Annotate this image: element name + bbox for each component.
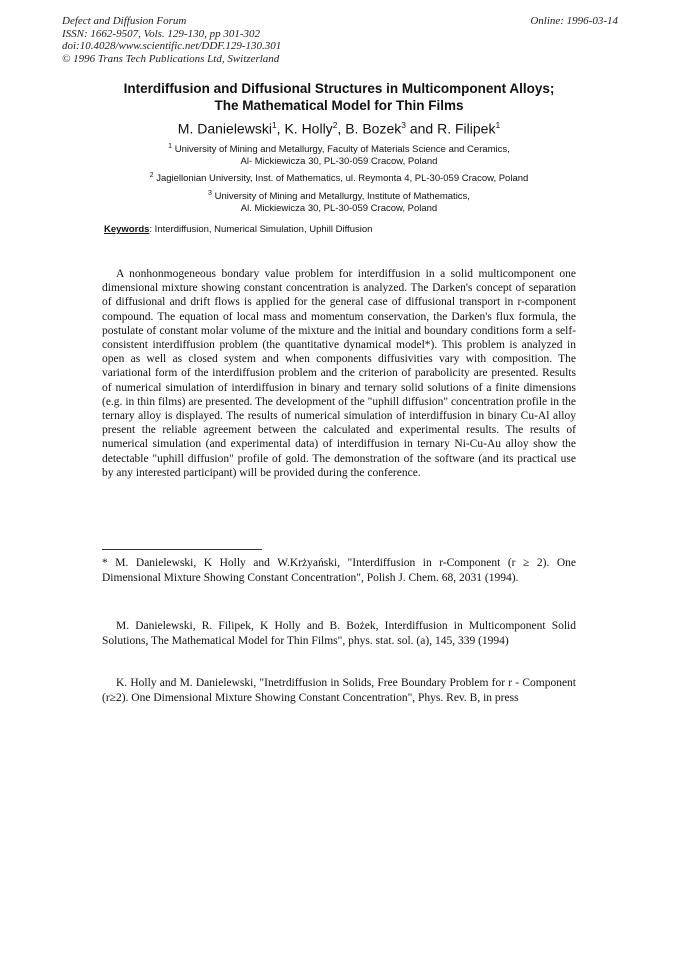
- author-3: , B. Bozek: [337, 120, 402, 137]
- affiliation-2: [60, 170, 618, 185]
- paper-title: [60, 80, 618, 114]
- footnote-divider: [102, 549, 262, 550]
- author-1-affil-mark: 1: [271, 120, 277, 130]
- title-line-1: Interdiffusion and Diffusional Structures in Multicomponent Alloys;: [123, 81, 555, 96]
- affiliation-1-line-1: University of Mining and Metallurgy, Faculty of Materials Science and Ceramics,: [174, 144, 510, 156]
- author-list: [60, 120, 618, 137]
- author-2-affil-mark: 2: [332, 120, 338, 130]
- author-2: , K. Holly: [276, 120, 333, 137]
- affiliation-3: [60, 188, 618, 215]
- affiliation-2-number: 2: [149, 172, 154, 179]
- title-line-2: The Mathematical Model for Thin Films: [214, 98, 464, 113]
- affiliation-1-number: 1: [168, 143, 173, 150]
- journal-name: Defect and Diffusion Forum: [62, 15, 187, 27]
- reference-3: K. Holly and M. Danielewski, "Inetrdiffusion in Solids, Free Boundary Problem for r - Component (r≥2). One Dimensional Mixture Showing Constant Concentration", Phys. Rev. B, in press: [102, 677, 576, 704]
- author-1: M. Danielewski: [177, 120, 272, 137]
- affiliation-1-line-2: Al- Mickiewicza 30, PL-30-059 Cracow, Poland: [240, 156, 438, 168]
- affiliation-3-line-1: University of Mining and Metallurgy, Institute of Mathematics,: [214, 191, 470, 203]
- affiliation-1: [60, 141, 618, 168]
- online-date: Online: 1996-03-14: [530, 15, 618, 27]
- affiliation-2-text: Jagiellonian University, Inst. of Mathematics, ul. Reymonta 4, PL-30-059 Cracow, Poland: [156, 173, 529, 185]
- abstract-paragraph: A nonhonmogeneous bondary value problem for interdiffusion in a solid multicomponent one dimensional mixture showing constant concentration is analyzed. The Darken's concept of separation of diffusional and drift flows is applied for the general case of diffusional transport in r-component compound. The equation of local mass and momentum conservation, the Darken's flux formula, the postulate of constant molar volume of the mixture and the initial and boundary conditions form a self-consistent interdiffusion problem (the quantitative dynamical model*). This problem is analyzed in open as well as closed system and when components diffusivities vary with composition. The variational form of the interdiffusion problem and the criterion of parabolicity are presented. Results of numerical simulation of interdiffusion in binary and ternary solid solutions of a finite dimensions (e.g. in thin films) are presented. The development of the "uphill diffusion" concentration profile in the ternary alloy is displayed. The results of numerical simulation of interdiffusion in binary Cu-Al alloy present the reliable agreement between the calculated and experimental results. The results of numerical simulation (and experimental data) of interdiffusion in ternary Ni-Cu-Au alloy show the detectable "uphill diffusion" profile of gold. The demonstration of the software (and its practical use by any interested participant) will be provided during the conference.: [102, 268, 576, 479]
- author-3-affil-mark: 3: [401, 120, 406, 130]
- doi-line: doi:10.4028/www.scientific.net/DDF.129-130.301: [62, 40, 282, 52]
- journal-header: [62, 15, 618, 65]
- issn-line: ISSN: 1662-9507, Vols. 129-130, pp 301-302: [62, 27, 260, 40]
- reference-2: M. Danielewski, R. Filipek, K Holly and B. Bożek, Interdiffusion in Multicomponent Solid Solutions, The Mathematical Model for Thin Films", phys. stat. sol. (a), 145, 339 (1994): [102, 620, 576, 647]
- copyright-line: © 1996 Trans Tech Publications Ltd, Switzerland: [62, 52, 280, 65]
- author-4: and R. Filipek: [405, 120, 496, 137]
- reference-1: * M. Danielewski, K Holly and W.Krżyański, "Interdiffusion in r-Component (r ≥ 2). One Dimensional Mixture Showing Constant Concentration", Polish J. Chem. 68, 2031 (1994).: [102, 557, 576, 584]
- keywords-text: : Interdiffusion, Numerical Simulation, Uphill Diffusion: [149, 224, 373, 235]
- affiliation-3-number: 3: [208, 190, 212, 197]
- keywords-label: Keywords: [104, 224, 150, 235]
- author-4-affil-mark: 1: [495, 120, 501, 130]
- keywords: [104, 224, 604, 235]
- affiliation-3-line-2: Al. Mickiewicza 30, PL-30-059 Cracow, Poland: [240, 203, 438, 215]
